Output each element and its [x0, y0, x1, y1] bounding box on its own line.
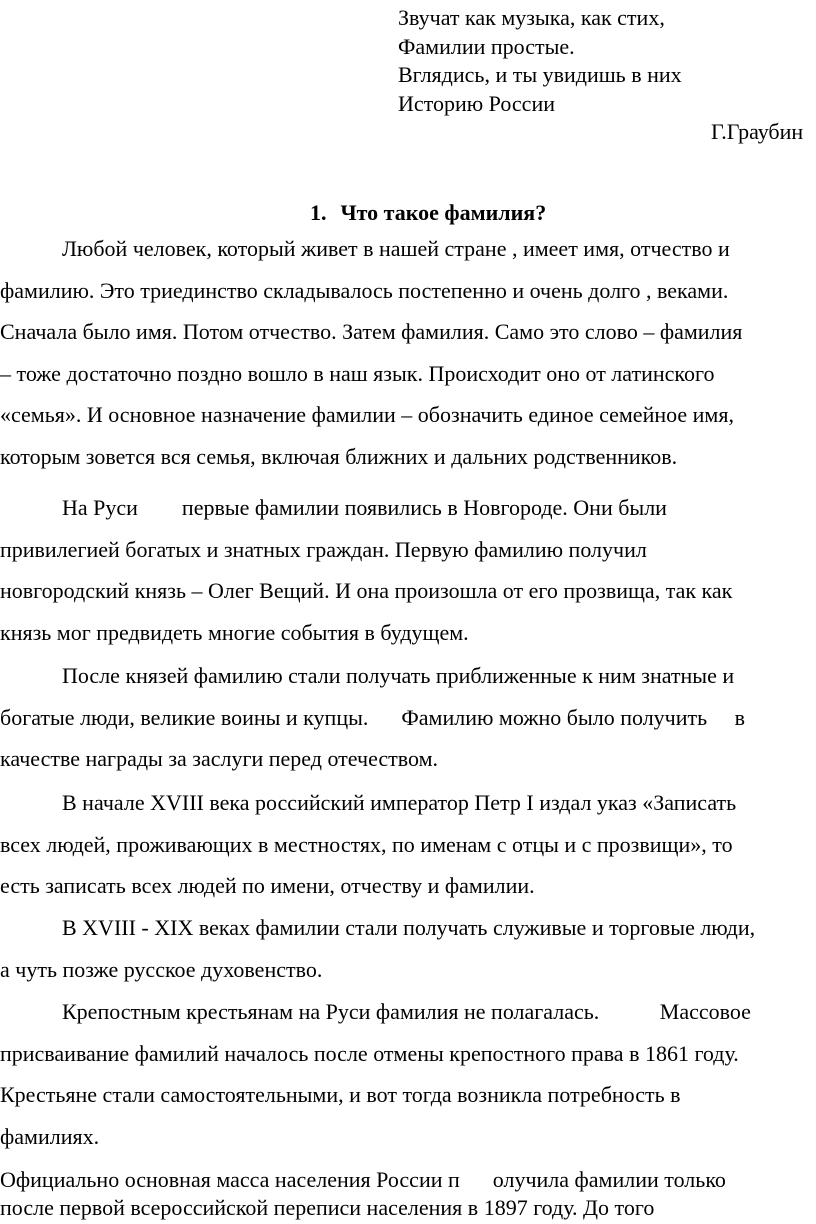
text-line: новгородский князь – Олег Вещий. И она произошла от его прозвища, так как — [0, 578, 733, 603]
text-line: Крестьяне стали самостоятельными, и вот тогда возникла потребность в — [0, 1082, 681, 1107]
text-line: всех людей, проживающих в местностях, по именам с отцы и с прозвищи», то — [0, 831, 733, 857]
paragraph-1 — [0, 228, 816, 477]
section-number: 1. — [310, 200, 327, 225]
text-line: На Руси первые фамилии появились в Новгороде. Они были — [62, 495, 667, 520]
paragraph-2 — [0, 487, 816, 653]
epigraph-line: Фамилии простые. — [398, 33, 575, 59]
text-line: князь мог предвидеть многие события в будущем. — [0, 619, 469, 645]
text-line: фамилиях. — [0, 1123, 100, 1149]
text-line: привилегией богатых и знатных граждан. Первую фамилию получил — [0, 536, 647, 562]
text-line: В начале XVIII века российский император Петр I издал указ «Записать — [62, 790, 737, 815]
epigraph — [398, 4, 682, 118]
text-line: фамилию. Это триединство складывалось постепенно и очень долго , веками. — [0, 277, 729, 303]
text-line: В XVIII - XIX веках фамилии стали получать служивые и торговые люди, — [62, 915, 756, 940]
text-line: – тоже достаточно поздно вошло в наш язык. Происходит оно от латинского — [0, 360, 715, 386]
section-title: Что такое фамилия? — [340, 200, 547, 225]
text-line: которым зовется вся семья, включая ближних и дальних родственников. — [0, 443, 678, 469]
paragraph-3 — [0, 655, 816, 780]
text-line: а чуть позже русское духовенство. — [0, 956, 323, 982]
epigraph-line: Звучат как музыка, как стих, — [398, 5, 665, 30]
section-heading — [310, 200, 546, 226]
epigraph-author: Г.Граубин — [711, 119, 804, 144]
text-line: Официально основная масса населения России п олучила фамилии только — [0, 1167, 726, 1192]
text-line: «семья». И основное назначение фамилии – обозначить единое семейное имя, — [0, 402, 734, 427]
epigraph-line: Вглядись, и ты увидишь в них — [398, 62, 682, 87]
text-line: богатые люди, великие воины и купцы. Фамилию можно было получить в — [0, 704, 746, 730]
paragraph-6 — [0, 991, 816, 1157]
paragraph-5 — [0, 907, 816, 990]
text-line: Сначала было имя. Потом отчество. Затем фамилия. Само это слово – фамилия — [0, 319, 743, 344]
paragraph-4 — [0, 782, 816, 907]
text-line: Крепостным крестьянам на Руси фамилия не полагалась. Массовое — [62, 999, 751, 1024]
text-line: после первой всероссийской переписи населения в 1897 году. До того — [0, 1195, 655, 1220]
text-line: Любой человек, который живет в нашей стране , имеет имя, отчество и — [62, 236, 730, 261]
epigraph-line: Историю России — [398, 90, 555, 116]
closing-paragraph — [0, 1166, 816, 1222]
text-line: качестве награды за заслуги перед отечеством. — [0, 746, 439, 771]
text-line: присваивание фамилий началось после отмены крепостного права в 1861 году. — [0, 1040, 739, 1066]
text-line: есть записать всех людей по имени, отчеству и фамилии. — [0, 873, 535, 898]
text-line: После князей фамилию стали получать приближенные к ним знатные и — [62, 663, 735, 688]
